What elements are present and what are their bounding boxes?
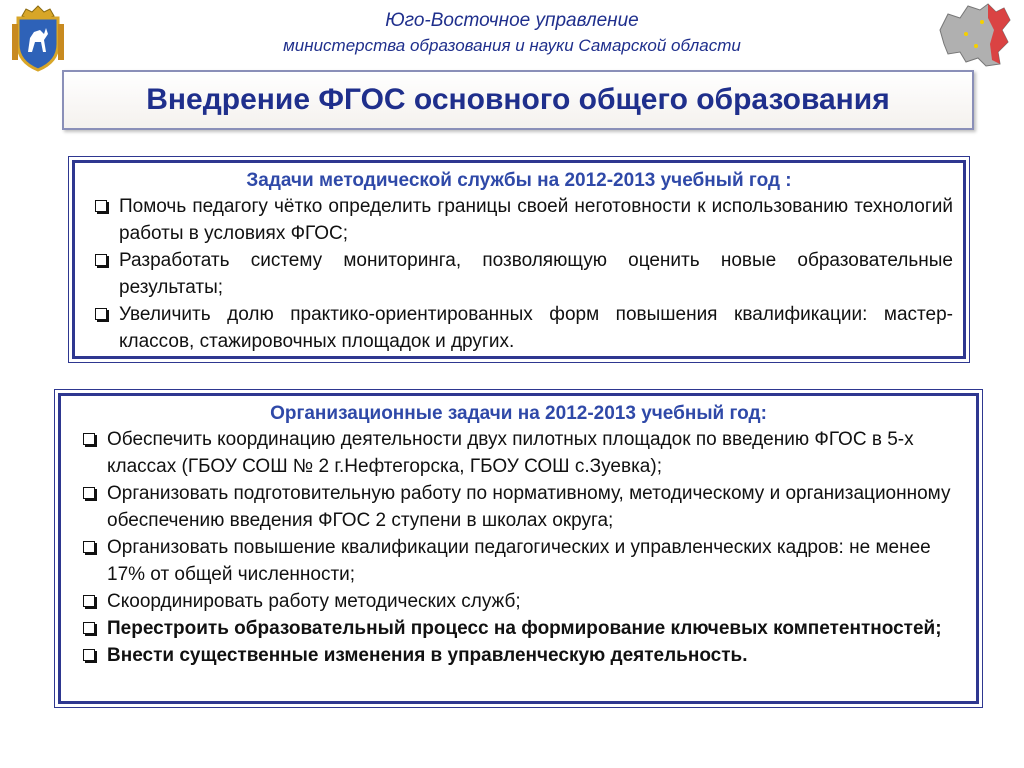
methodical-tasks-list — [85, 193, 953, 355]
checkbox-bullet-icon — [83, 595, 95, 607]
list-item: Скоординировать работу методических служб; — [73, 588, 964, 615]
list-item: Внести существенные изменения в управленческую деятельность. — [73, 642, 964, 669]
organizational-tasks-list — [73, 426, 964, 669]
organizational-tasks-heading: Организационные задачи на 2012-2013 учебный год: — [270, 403, 767, 424]
list-item: Перестроить образовательный процесс на формирование ключевых компетентностей; — [73, 615, 964, 642]
district-map-icon — [930, 0, 1020, 70]
title-banner — [62, 70, 974, 130]
list-item: Обеспечить координацию деятельности двух пилотных площадок по введению ФГОС в 5-х классах (ГБОУ СОШ № 2 г.Нефтегорска, ГБОУ СОШ с.Зуевка); — [73, 426, 964, 480]
methodical-tasks-box — [72, 160, 966, 359]
list-item: Разработать систему мониторинга, позволяющую оценить новые образовательные результаты; — [85, 247, 953, 301]
list-item: Организовать подготовительную работу по нормативному, методическому и организационному обеспечению введения ФГОС 2 ступени в школах округа; — [73, 480, 964, 534]
organizational-tasks-box — [58, 393, 979, 704]
checkbox-bullet-icon — [83, 541, 95, 553]
checkbox-bullet-icon — [95, 200, 107, 212]
list-item: Организовать повышение квалификации педагогических и управленческих кадров: не менее 17% от общей численности; — [73, 534, 964, 588]
checkbox-bullet-icon — [83, 649, 95, 661]
list-item: Помочь педагогу чётко определить границы своей неготовности к использованию технологий работы в условиях ФГОС; — [85, 193, 953, 247]
checkbox-bullet-icon — [83, 487, 95, 499]
ministry-name: министерства образования и науки Самарской области — [283, 36, 741, 55]
methodical-tasks-heading: Задачи методической службы на 2012-2013 учебный год : — [246, 170, 792, 191]
page-title: Внедрение ФГОС основного общего образования — [146, 83, 890, 116]
header — [0, 0, 1024, 64]
checkbox-bullet-icon — [83, 433, 95, 445]
checkbox-bullet-icon — [95, 308, 107, 320]
list-item: Увеличить долю практико-ориентированных форм повышения квалификации: мастер-классов, стажировочных площадок и других. — [85, 301, 953, 355]
checkbox-bullet-icon — [95, 254, 107, 266]
checkbox-bullet-icon — [83, 622, 95, 634]
organization-name: Юго-Восточное управление — [385, 10, 639, 31]
